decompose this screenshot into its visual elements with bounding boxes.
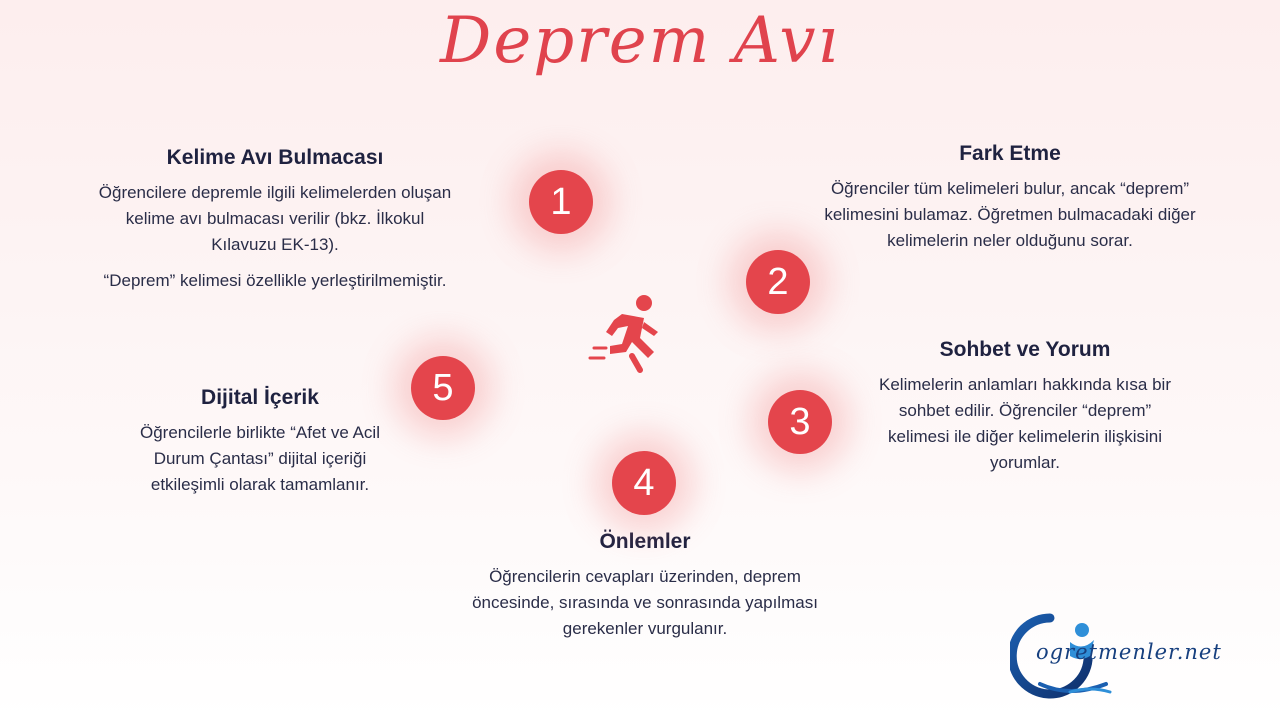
step-5-line-3: etkileşimli olarak tamamlanır.	[150, 475, 370, 494]
step-1-line-2: kelime avı bulmacası verilir (bkz. İlkokul	[125, 209, 425, 228]
step-2-line-1: Öğrenciler tüm kelimeleri bulur, ancak “deprem”	[830, 179, 1190, 198]
page-title: Deprem Avı	[440, 4, 840, 78]
step-2	[770, 142, 1250, 254]
step-2-text	[770, 176, 1250, 254]
step-2-line-3: kelimelerin neler olduğunu sorar.	[887, 231, 1133, 250]
step-3-line-4: yorumlar.	[990, 453, 1060, 472]
step-4-heading: Önlemler	[599, 530, 691, 553]
step-3-line-2: sohbet edilir. Öğrenciler “deprem”	[898, 401, 1152, 420]
step-2-heading: Fark Etme	[959, 142, 1061, 165]
step-4-line-2: öncesinde, sırasında ve sonrasında yapılması	[472, 593, 818, 612]
step-2-badge: 2	[746, 250, 810, 314]
step-1-heading: Kelime Avı Bulmacası	[166, 146, 384, 169]
step-3	[830, 338, 1220, 476]
step-5-line-1: Öğrencilerle birlikte “Afet ve Acil	[140, 423, 380, 442]
step-3-badge: 3	[768, 390, 832, 454]
logo-text: ogretmenler.net	[1036, 640, 1222, 664]
step-5-badge: 5	[411, 356, 475, 420]
step-1-badge: 1	[529, 170, 593, 234]
step-1-note: “Deprem” kelimesi özellikle yerleştirilmemiştir.	[103, 271, 447, 290]
step-3-line-3: kelimesi ile diğer kelimelerin ilişkisini	[888, 427, 1162, 446]
step-3-line-1: Kelimelerin anlamları hakkında kısa bir	[879, 375, 1171, 394]
step-2-line-2: kelimesini bulamaz. Öğretmen bulmacadaki diğer	[824, 205, 1196, 224]
step-3-heading: Sohbet ve Yorum	[939, 338, 1111, 361]
running-person-icon	[588, 292, 668, 376]
step-4	[410, 530, 880, 642]
step-4-line-1: Öğrencilerin cevapları üzerinden, deprem	[489, 567, 801, 586]
step-5-line-2: Durum Çantası” dijital içeriği	[153, 449, 367, 468]
step-5-text	[80, 420, 440, 498]
step-1-line-1: Öğrencilere depremle ilgili kelimelerden oluşan	[98, 183, 452, 202]
step-1-text	[40, 180, 510, 258]
step-3-text	[830, 372, 1220, 476]
step-5	[80, 386, 440, 498]
step-4-line-3: gerekenler vurgulanır.	[562, 619, 728, 638]
step-5-heading: Dijital İçerik	[201, 386, 319, 409]
step-4-text	[410, 564, 880, 642]
step-1-line-3: Kılavuzu EK-13).	[211, 235, 339, 254]
step-1	[40, 146, 510, 294]
step-4-badge: 4	[612, 451, 676, 515]
